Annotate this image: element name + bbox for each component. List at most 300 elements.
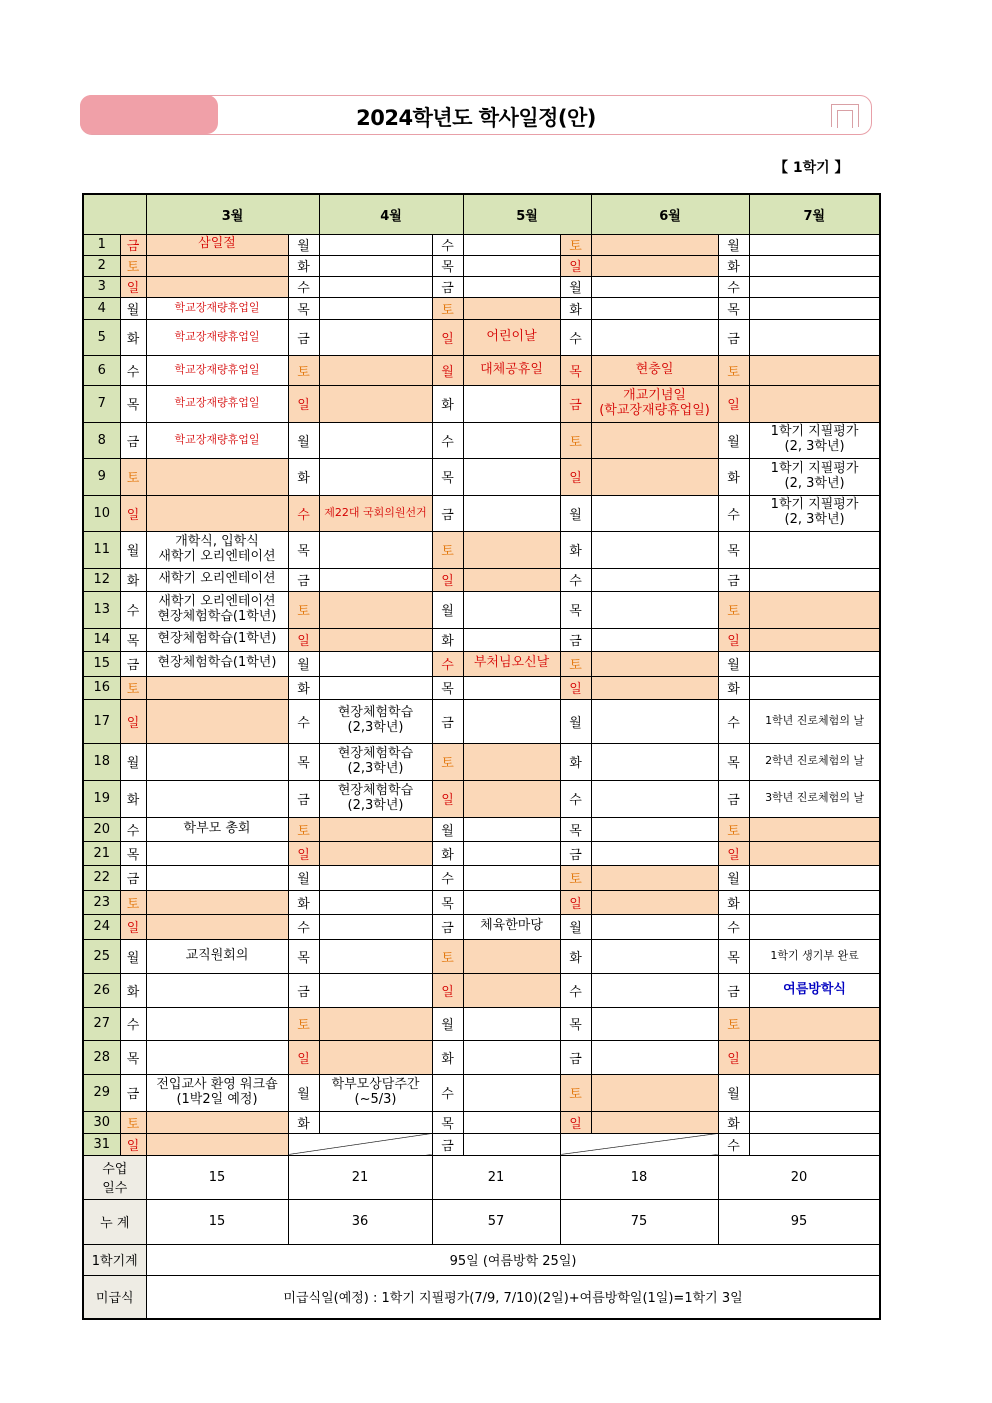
class-days-label: 수업 일수: [83, 1155, 146, 1199]
day-number: 2: [83, 255, 120, 276]
event-cell: [146, 890, 288, 914]
table-row: [83, 495, 880, 531]
weekday: 수: [432, 651, 463, 676]
event-cell: [146, 276, 288, 297]
day-number: 17: [83, 699, 120, 743]
weekday: 금: [432, 495, 463, 531]
table-row: [83, 458, 880, 495]
event-cell: [319, 973, 432, 1007]
weekday: 수: [718, 276, 749, 297]
weekday: 목: [718, 939, 749, 973]
weekday: 토: [432, 297, 463, 319]
month-header: 7월: [749, 194, 880, 234]
event-cell: [749, 255, 880, 276]
semester-label: 【 1학기 】: [774, 160, 849, 176]
event-cell: [463, 591, 560, 628]
weekday: 목: [560, 817, 591, 841]
weekday: 수: [288, 914, 319, 939]
event-cell: [463, 973, 560, 1007]
event-cell: [591, 841, 718, 865]
event-cell: [463, 458, 560, 495]
event-cell: [749, 1040, 880, 1074]
event-cell: 현장체험학습 (2,3학년): [319, 699, 432, 743]
weekday: 일: [120, 276, 146, 297]
weekday: 수: [432, 422, 463, 458]
weekday: 금: [718, 568, 749, 591]
event-cell: [591, 628, 718, 651]
month-header: 4월: [319, 194, 463, 234]
weekday: 일: [560, 255, 591, 276]
day-number: 24: [83, 914, 120, 939]
weekday: 목: [288, 297, 319, 319]
event-cell: [146, 780, 288, 817]
event-cell: [463, 939, 560, 973]
event-cell: 새학기 오리엔테이션 현장체험학습(1학년): [146, 591, 288, 628]
day-number: 31: [83, 1133, 120, 1155]
event-cell: [591, 1074, 718, 1111]
event-cell: [146, 1133, 288, 1155]
event-cell: 학교장재량휴업일: [146, 319, 288, 355]
weekday: 토: [288, 591, 319, 628]
event-cell: [319, 591, 432, 628]
weekday: 금: [560, 628, 591, 651]
event-cell: [591, 973, 718, 1007]
weekday: 수: [288, 276, 319, 297]
event-cell: [591, 319, 718, 355]
event-cell: [146, 1111, 288, 1133]
weekday: 토: [120, 890, 146, 914]
weekday: 월: [432, 1007, 463, 1040]
weekday: 월: [718, 651, 749, 676]
event-cell: [146, 743, 288, 780]
weekday: 수: [288, 699, 319, 743]
table-row: [83, 890, 880, 914]
event-cell: 학부모 총회: [146, 817, 288, 841]
table-row: [83, 234, 880, 255]
weekday: 화: [718, 890, 749, 914]
no-meal-label: 미급식: [83, 1275, 146, 1319]
event-cell: [591, 914, 718, 939]
event-cell: [463, 676, 560, 699]
event-cell: 대체공휴일: [463, 355, 560, 385]
class-days-value: 18: [560, 1155, 718, 1199]
weekday: 화: [718, 458, 749, 495]
day-number: 9: [83, 458, 120, 495]
table-row: [83, 699, 880, 743]
weekday: 금: [560, 385, 591, 422]
weekday: 목: [120, 385, 146, 422]
month-header: 6월: [591, 194, 749, 234]
weekday: 금: [432, 914, 463, 939]
event-cell: [591, 422, 718, 458]
event-cell: 삼일절: [146, 234, 288, 255]
weekday: 금: [120, 865, 146, 890]
weekday: 월: [288, 1074, 319, 1111]
event-cell: [319, 355, 432, 385]
weekday: 금: [718, 319, 749, 355]
event-cell: [319, 914, 432, 939]
event-cell: [591, 1111, 718, 1133]
event-cell: [749, 841, 880, 865]
event-cell: [146, 458, 288, 495]
event-cell: 학교장재량휴업일: [146, 297, 288, 319]
weekday: 화: [560, 297, 591, 319]
weekday: 일: [120, 699, 146, 743]
day-number: 14: [83, 628, 120, 651]
event-cell: 학교장재량휴업일: [146, 422, 288, 458]
weekday: 토: [560, 1074, 591, 1111]
weekday: 화: [288, 890, 319, 914]
weekday: 월: [718, 1074, 749, 1111]
weekday: 수: [560, 568, 591, 591]
weekday: 목: [120, 1040, 146, 1074]
table-row: [83, 568, 880, 591]
table-row: [83, 1111, 880, 1133]
weekday: 수: [718, 495, 749, 531]
weekday: 토: [718, 1007, 749, 1040]
day-number: 28: [83, 1040, 120, 1074]
weekday: 금: [288, 973, 319, 1007]
weekday: 수: [560, 973, 591, 1007]
table-row: [83, 297, 880, 319]
day-number: 1: [83, 234, 120, 255]
event-cell: [463, 865, 560, 890]
event-cell: [463, 890, 560, 914]
event-cell: [591, 234, 718, 255]
table-row: [83, 914, 880, 939]
day-number: 6: [83, 355, 120, 385]
event-cell: 어린이날: [463, 319, 560, 355]
event-cell: [319, 319, 432, 355]
weekday: 화: [432, 841, 463, 865]
weekday: 일: [288, 841, 319, 865]
weekday: 수: [432, 234, 463, 255]
weekday: 목: [718, 297, 749, 319]
event-cell: [749, 1111, 880, 1133]
event-cell: [463, 531, 560, 568]
weekday: 월: [560, 699, 591, 743]
title-banner: [80, 95, 872, 135]
day-number: 20: [83, 817, 120, 841]
weekday: 금: [432, 276, 463, 297]
weekday: 토: [432, 743, 463, 780]
class-days-value: 21: [288, 1155, 432, 1199]
day-number: 10: [83, 495, 120, 531]
weekday: 화: [120, 568, 146, 591]
day-number: 22: [83, 865, 120, 890]
weekday: 금: [288, 780, 319, 817]
table-row: [83, 817, 880, 841]
event-cell: [749, 1007, 880, 1040]
weekday: 수: [120, 355, 146, 385]
weekday: 월: [718, 422, 749, 458]
weekday: 토: [560, 234, 591, 255]
table-row: [83, 385, 880, 422]
weekday: 목: [120, 628, 146, 651]
event-cell: [146, 676, 288, 699]
event-cell: [319, 276, 432, 297]
weekday: 화: [288, 676, 319, 699]
event-cell: 현장체험학습(1학년): [146, 651, 288, 676]
day-number: 13: [83, 591, 120, 628]
weekday: 목: [432, 890, 463, 914]
weekday: 토: [432, 531, 463, 568]
event-cell: 2학년 진로체험의 날: [749, 743, 880, 780]
event-cell: 학교장재량휴업일: [146, 355, 288, 385]
weekday: 수: [718, 699, 749, 743]
day-number: 27: [83, 1007, 120, 1040]
weekday: 수: [288, 495, 319, 531]
day-number: 26: [83, 973, 120, 1007]
weekday: 토: [120, 458, 146, 495]
day-number: 23: [83, 890, 120, 914]
weekday: 토: [120, 255, 146, 276]
weekday: 수: [120, 817, 146, 841]
weekday: 화: [288, 458, 319, 495]
weekday: 금: [560, 1040, 591, 1074]
weekday: 일: [288, 385, 319, 422]
event-cell: [146, 255, 288, 276]
event-cell: [319, 1040, 432, 1074]
event-cell: [463, 1007, 560, 1040]
event-cell: 여름방학식: [749, 973, 880, 1007]
empty-day: [288, 1133, 432, 1155]
event-cell: [591, 591, 718, 628]
event-cell: [146, 865, 288, 890]
empty-day: [560, 1133, 718, 1155]
class-days-value: 15: [146, 1155, 288, 1199]
weekday: 목: [288, 743, 319, 780]
weekday: 일: [560, 890, 591, 914]
weekday: 금: [120, 651, 146, 676]
event-cell: 개교기념일 (학교장재량휴업일): [591, 385, 718, 422]
event-cell: [319, 1111, 432, 1133]
weekday: 일: [120, 495, 146, 531]
day-number: 29: [83, 1074, 120, 1111]
weekday: 토: [560, 651, 591, 676]
event-cell: [319, 651, 432, 676]
event-cell: 1학기 지필평가 (2, 3학년): [749, 458, 880, 495]
weekday: 수: [432, 865, 463, 890]
event-cell: 개학식, 입학식 새학기 오리엔테이션: [146, 531, 288, 568]
event-cell: [463, 297, 560, 319]
table-row: [83, 628, 880, 651]
event-cell: [319, 1007, 432, 1040]
weekday: 금: [718, 973, 749, 1007]
weekday: 일: [718, 841, 749, 865]
weekday: 토: [288, 817, 319, 841]
weekday: 화: [432, 628, 463, 651]
cumulative-label: 누 계: [83, 1199, 146, 1244]
event-cell: [749, 234, 880, 255]
weekday: 금: [120, 422, 146, 458]
event-cell: [591, 651, 718, 676]
event-cell: [463, 1040, 560, 1074]
event-cell: [591, 1007, 718, 1040]
weekday: 월: [718, 865, 749, 890]
event-cell: 전입교사 환영 워크숍 (1박2일 예정): [146, 1074, 288, 1111]
table-row: [83, 276, 880, 297]
event-cell: [463, 568, 560, 591]
page-title: 2024학년도 학사일정(안): [356, 106, 596, 130]
semester-total-value: 95일 (여름방학 25일): [146, 1244, 880, 1275]
day-number: 15: [83, 651, 120, 676]
event-cell: [319, 568, 432, 591]
weekday: 토: [560, 422, 591, 458]
event-cell: 현충일: [591, 355, 718, 385]
event-cell: [146, 914, 288, 939]
event-cell: [749, 817, 880, 841]
weekday: 수: [120, 1007, 146, 1040]
weekday: 화: [120, 973, 146, 1007]
table-row: [83, 780, 880, 817]
table-row: [83, 355, 880, 385]
event-cell: 1학기 지필평가 (2, 3학년): [749, 495, 880, 531]
event-cell: [749, 531, 880, 568]
day-number: 7: [83, 385, 120, 422]
event-cell: [319, 422, 432, 458]
event-cell: [591, 495, 718, 531]
event-cell: [146, 699, 288, 743]
event-cell: 학부모상담주간 (~5/3): [319, 1074, 432, 1111]
event-cell: [591, 890, 718, 914]
weekday: 일: [718, 385, 749, 422]
event-cell: [749, 890, 880, 914]
event-cell: [463, 1111, 560, 1133]
day-number: 25: [83, 939, 120, 973]
weekday: 일: [718, 628, 749, 651]
weekday: 금: [432, 699, 463, 743]
event-cell: [591, 865, 718, 890]
event-cell: [749, 1133, 880, 1155]
event-cell: [319, 458, 432, 495]
event-cell: [749, 276, 880, 297]
table-row: [83, 422, 880, 458]
weekday: 수: [718, 914, 749, 939]
event-cell: [319, 890, 432, 914]
weekday: 수: [560, 319, 591, 355]
no-meal-text: 미급식일(예정) : 1학기 지필평가(7/9, 7/10)(2일)+여름방학일(1일)=1학기 3일: [146, 1275, 880, 1319]
event-cell: 제22대 국회의원선거: [319, 495, 432, 531]
table-row: [83, 651, 880, 676]
event-cell: [319, 297, 432, 319]
weekday: 금: [120, 234, 146, 255]
weekday: 월: [560, 914, 591, 939]
event-cell: [749, 355, 880, 385]
event-cell: 3학년 진로체험의 날: [749, 780, 880, 817]
corner-cell: [83, 194, 146, 234]
weekday: 화: [718, 255, 749, 276]
weekday: 월: [288, 422, 319, 458]
weekday: 월: [560, 495, 591, 531]
table-row: [83, 1133, 880, 1155]
weekday: 일: [718, 1040, 749, 1074]
event-cell: [749, 676, 880, 699]
event-cell: [749, 319, 880, 355]
weekday: 일: [432, 780, 463, 817]
event-cell: [591, 297, 718, 319]
table-row: [83, 1074, 880, 1111]
event-cell: [749, 385, 880, 422]
table-row: [83, 255, 880, 276]
event-cell: 체육한마당: [463, 914, 560, 939]
day-number: 16: [83, 676, 120, 699]
event-cell: [749, 297, 880, 319]
event-cell: [749, 568, 880, 591]
event-cell: 현장체험학습(1학년): [146, 628, 288, 651]
event-cell: [591, 458, 718, 495]
weekday: 토: [288, 355, 319, 385]
event-cell: [319, 676, 432, 699]
event-cell: [749, 1074, 880, 1111]
weekday: 수: [718, 1133, 749, 1155]
event-cell: [749, 628, 880, 651]
weekday: 일: [560, 676, 591, 699]
event-cell: [319, 939, 432, 973]
weekday: 월: [120, 743, 146, 780]
event-cell: [591, 939, 718, 973]
event-cell: [146, 495, 288, 531]
class-days-value: 20: [718, 1155, 880, 1199]
table-row: [83, 973, 880, 1007]
month-header: 3월: [146, 194, 319, 234]
day-number: 18: [83, 743, 120, 780]
class-days-value: 21: [432, 1155, 560, 1199]
event-cell: [319, 531, 432, 568]
weekday: 월: [288, 651, 319, 676]
event-cell: [749, 591, 880, 628]
day-number: 11: [83, 531, 120, 568]
weekday: 목: [288, 531, 319, 568]
weekday: 월: [120, 297, 146, 319]
weekday: 목: [432, 255, 463, 276]
semester-total-label: 1학기계: [83, 1244, 146, 1275]
event-cell: [463, 699, 560, 743]
event-cell: 학교장재량휴업일: [146, 385, 288, 422]
table-row: [83, 841, 880, 865]
weekday: 일: [432, 568, 463, 591]
weekday: 월: [432, 817, 463, 841]
event-cell: [146, 1040, 288, 1074]
weekday: 일: [560, 1111, 591, 1133]
event-cell: [749, 914, 880, 939]
event-cell: [463, 234, 560, 255]
event-cell: [146, 841, 288, 865]
table-row: [83, 1040, 880, 1074]
weekday: 월: [432, 355, 463, 385]
table-row: [83, 865, 880, 890]
building-icon: [831, 104, 859, 127]
event-cell: [319, 628, 432, 651]
event-cell: [463, 817, 560, 841]
weekday: 목: [560, 591, 591, 628]
weekday: 토: [560, 865, 591, 890]
weekday: 수: [560, 780, 591, 817]
cumulative-value: 75: [560, 1199, 718, 1244]
event-cell: [463, 422, 560, 458]
weekday: 금: [560, 841, 591, 865]
weekday: 월: [432, 591, 463, 628]
table-row: [83, 531, 880, 568]
weekday: 일: [120, 1133, 146, 1155]
event-cell: [463, 495, 560, 531]
weekday: 목: [120, 841, 146, 865]
weekday: 금: [432, 1133, 463, 1155]
weekday: 화: [718, 676, 749, 699]
event-cell: [591, 676, 718, 699]
day-number: 19: [83, 780, 120, 817]
event-cell: [463, 780, 560, 817]
